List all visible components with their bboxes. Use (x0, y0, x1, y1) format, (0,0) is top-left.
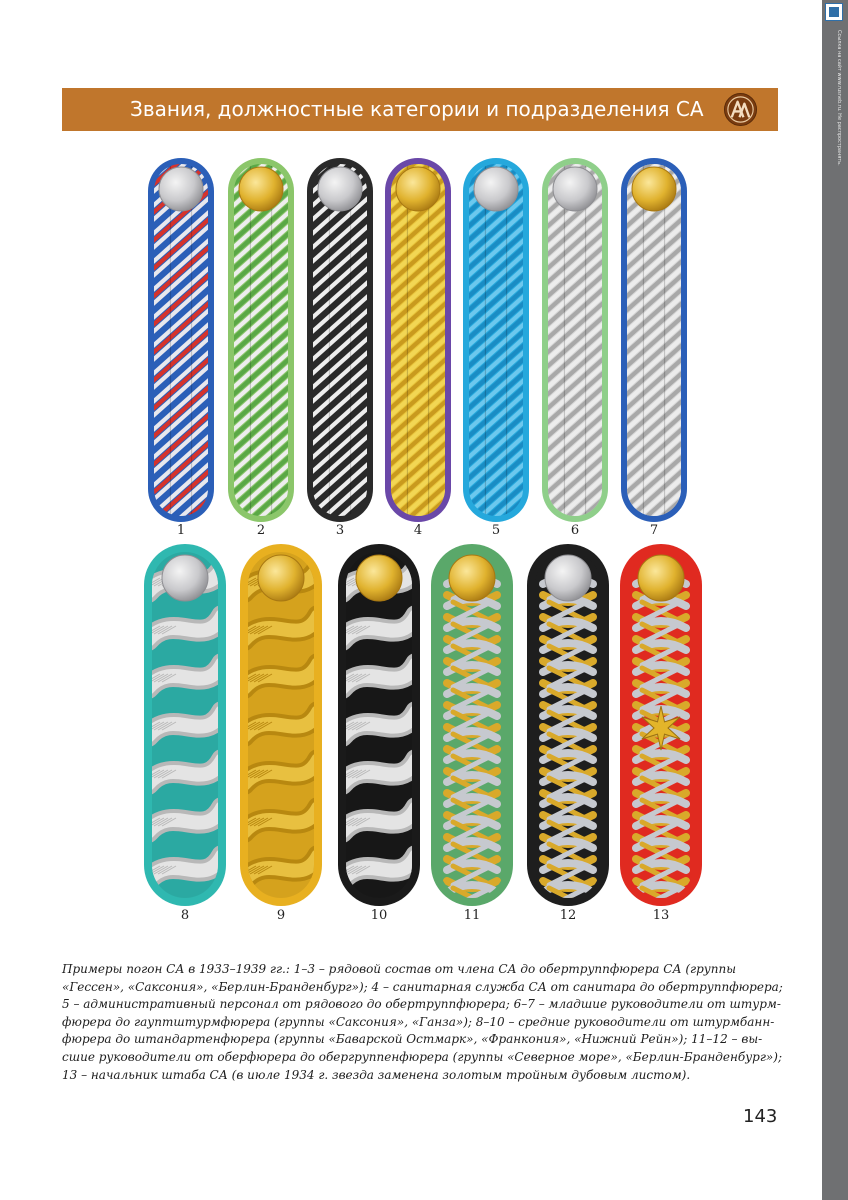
side-strip (822, 0, 848, 1200)
strap-number: 13 (652, 908, 670, 923)
shoulder-strap-13 (620, 544, 702, 906)
shoulder-straps-plate (138, 150, 729, 923)
gold-button-icon (356, 555, 402, 601)
chapter-title: Звания, должностные категории и подразделения СА (130, 97, 704, 121)
caption-line: «Гессен», «Саксония», «Берлин-Бранденбург»); 4 – санитарная служба СА от санитара до обертруппфюрера; (62, 979, 783, 994)
gold-button-icon (632, 167, 676, 211)
caption-line: Примеры погон СА в 1933–1939 гг.: 1–3 – рядовой состав от члена СА до обертруппфюрера СА (группы (62, 962, 736, 976)
gold-button-icon (396, 167, 440, 211)
strap-number: 7 (649, 523, 659, 538)
shoulder-strap-11 (431, 544, 513, 906)
page-number: 143 (743, 1106, 778, 1127)
gold-button-icon (638, 555, 684, 601)
strap-number: 4 (413, 523, 423, 538)
caption-line: 13 – начальник штаба СА (в июле 1934 г. звезда заменена золотым тройным дубовым листом). (62, 1067, 691, 1082)
chapter-header (62, 88, 778, 131)
caption-line: сшие руководители от оберфюрера до обергруппенфюрера (группы «Северное море», «Берлин-Бранденбург»); (62, 1049, 782, 1064)
shoulder-strap-8 (144, 544, 226, 906)
shoulder-strap-3 (307, 158, 373, 522)
shoulder-strap-2 (228, 158, 294, 522)
strap-number: 8 (180, 908, 190, 923)
shoulder-strap-4 (385, 158, 451, 522)
silver-button-icon (159, 167, 203, 211)
silver-button-icon (474, 167, 518, 211)
gold-button-icon (239, 167, 283, 211)
strap-number: 9 (276, 908, 286, 923)
strap-number: 10 (370, 908, 388, 923)
gold-button-icon (258, 555, 304, 601)
silver-button-icon (545, 555, 591, 601)
library-logo-icon (825, 3, 843, 21)
strap-number: 2 (256, 523, 266, 538)
silver-button-icon (162, 555, 208, 601)
silver-button-icon (318, 167, 362, 211)
shoulder-strap-10 (338, 544, 420, 906)
caption-line: фюрера до гауптштурмфюрера (группы «Саксония», «Ганза»); 8–10 – средние руководители от штурмбанн- (62, 1014, 775, 1029)
gold-button-icon (449, 555, 495, 601)
sa-rune-emblem-icon (723, 92, 758, 127)
strap-number: 6 (570, 523, 580, 538)
shoulder-strap-9 (240, 544, 322, 906)
silver-button-icon (553, 167, 597, 211)
strap-number: 1 (176, 523, 186, 538)
caption-line: фюрера до штандартенфюрера (группы «Баварской Остмарк», «Франкония», «Нижний Рейн»); 11–12 – вы- (62, 1032, 763, 1047)
shoulder-strap-5 (463, 158, 529, 522)
caption-line: 5 – административный персонал от рядового до обертруппфюрера; 6–7 – младшие руководители от штурм- (62, 997, 781, 1012)
strap-number: 5 (491, 523, 501, 538)
strap-number: 12 (559, 908, 577, 923)
figure-caption (62, 961, 783, 1084)
strap-number: 11 (463, 908, 481, 923)
side-note: Ссылка на сайт www.rusneb.ru. Не распространять. (836, 30, 842, 166)
shoulder-strap-7 (621, 158, 687, 522)
shoulder-strap-6 (542, 158, 608, 522)
shoulder-strap-12 (527, 544, 609, 906)
strap-number: 3 (335, 523, 345, 538)
shoulder-strap-1 (148, 158, 214, 522)
